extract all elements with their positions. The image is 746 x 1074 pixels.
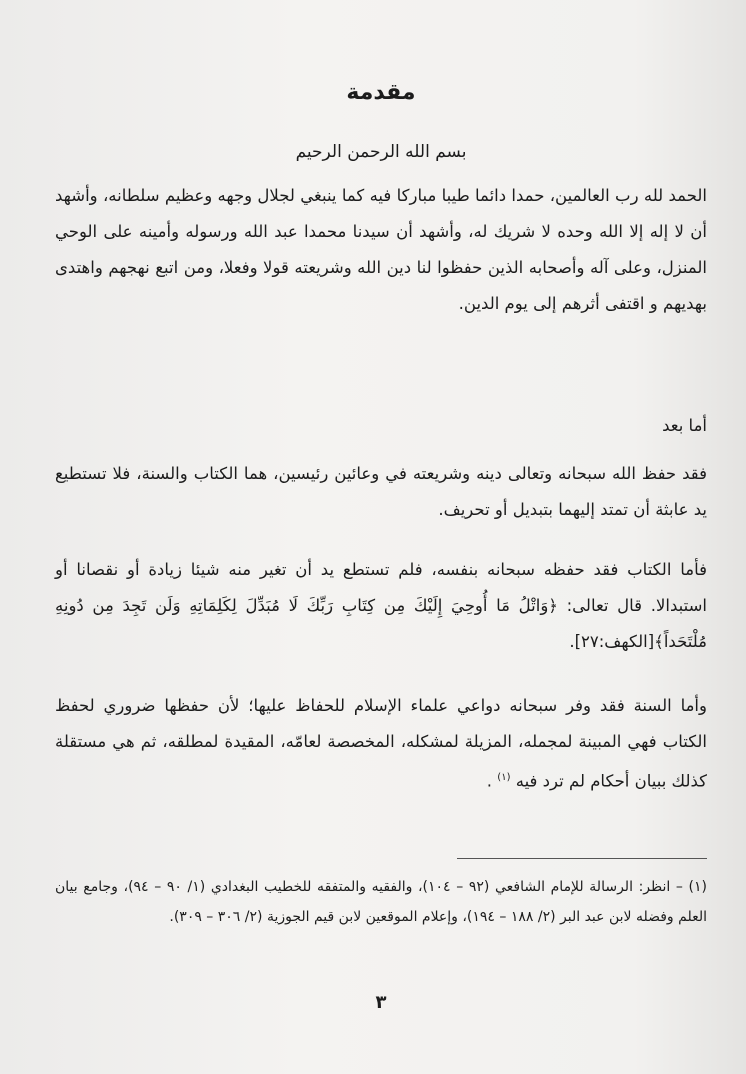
basmala: بسم الله الرحمن الرحيم: [295, 142, 467, 162]
paragraph-sunnah-text: وأما السنة فقد وفر سبحانه دواعي علماء الإسلام للحفاظ عليها؛ لأن حفظها ضروري لحفظ الكتاب فهي المبينة لمجمله، المزيلة لمشكله، المخصصة لعامّه، المقيدة لمطلقه، ثم هي مستقلة كذلك ببيان أحكام لم ترد فيه: [55, 696, 707, 791]
paragraph-book: فأما الكتاب فقد حفظه سبحانه بنفسه، فلم تستطع يد أن تغير منه شيئا زيادة أو نقصانا أو استبدالا. قال تعالى: ﴿وَاتْلُ مَا أُوحِيَ إِلَيْكَ مِن كِتَابِ رَبِّكَ لَا مُبَدِّلَ لِكَلِمَاتِهِ وَلَن تَجِدَ مِن دُونِهِ مُلْتَحَداً﴾[الكهف:٢٧].: [55, 560, 707, 651]
paragraph-preservation: فقد حفظ الله سبحانه وتعالى دينه وشريعته في وعائين رئيسين، هما الكتاب والسنة، فلا تستطيع يد عابثة أن تمتد إليهما بتبديل أو تحريف.: [55, 464, 707, 519]
page-title: مقدمة: [346, 80, 416, 105]
paragraph-sunnah: وأما السنة فقد وفر سبحانه دواعي علماء الإسلام للحفاظ عليها؛ لأن حفظها ضروري لحفظ الكتاب فهي المبينة لمجمله، المزيلة لمشكله، المخصصة لعامّه، المقيدة لمطلقه، ثم هي مستقلة كذلك ببيان أحكام لم ترد فيه $^{(١)}$ .: [55, 696, 707, 791]
page-content: [55, 0, 707, 1074]
paragraph-amma-baad: أما بعد: [662, 416, 707, 435]
paragraph-praise: الحمد لله رب العالمين، حمدا دائما طيبا مباركا فيه كما ينبغي لجلال وجهه وعظيم سلطانه، وأشهد أن لا إله إلا الله وحده لا شريك له، وأشهد أن سيدنا محمدا عبد الله ورسوله وأمينه على الوحي المنزل، وعلى آله وأصحابه الذين حفظوا لنا دين الله وشريعته قولا وفعلا، ومن اتبع نهجهم واهتدى بهديهم و اقتفى أثرهم إلى يوم الدين.: [55, 186, 707, 313]
footnote-marker: (١): [497, 772, 511, 783]
footnote-divider: [457, 858, 707, 859]
footnote: (١) – انظر: الرسالة للإمام الشافعي (٩٢ – ١٠٤)، والفقيه والمتفقه للخطيب البغدادي (١/ ٩٠ – ٩٤)، وجامع بيان العلم وفضله لابن عبد البر (٢/ ١٨٨ – ١٩٤)، وإعلام الموقعين لابن قيم الجوزية (٢/ ٣٠٦ – ٣٠٩).: [55, 879, 708, 925]
page-number: ٣: [375, 992, 387, 1013]
